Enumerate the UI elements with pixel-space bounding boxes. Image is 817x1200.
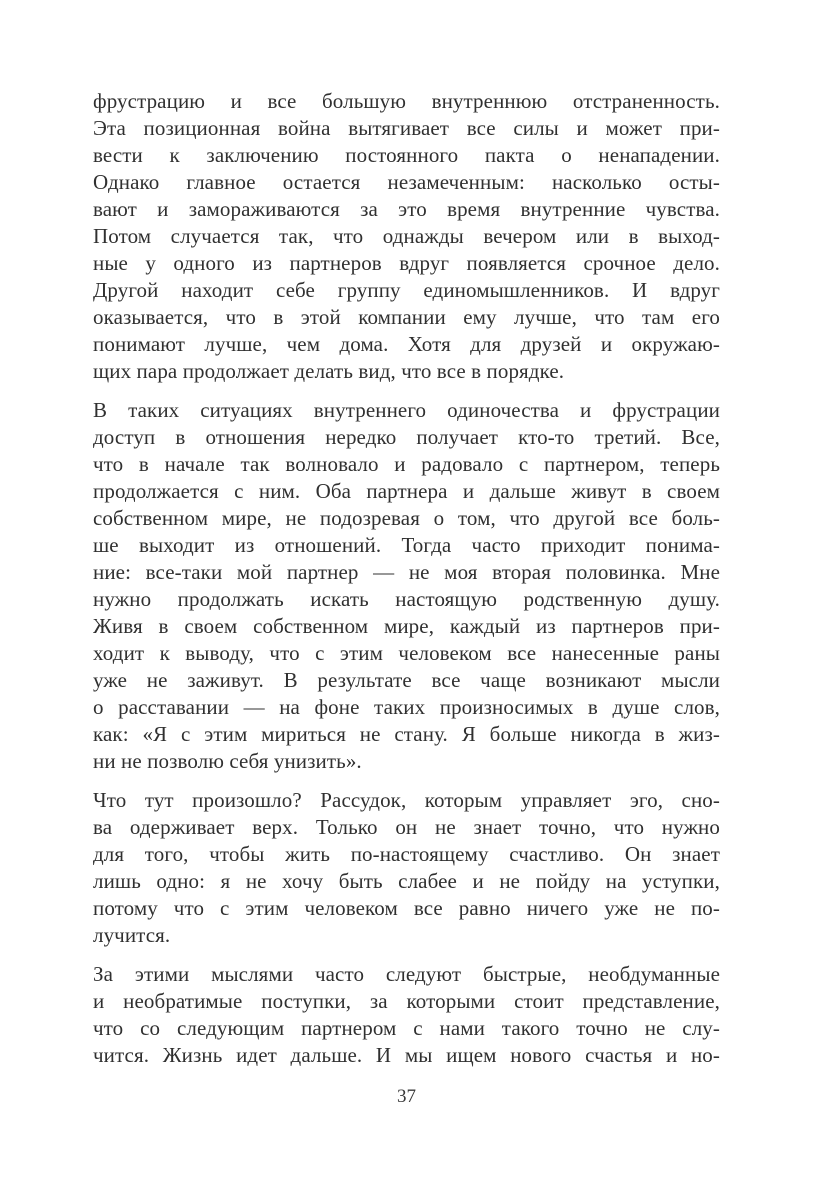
page-text — [93, 88, 720, 1081]
text-line: о расставании — на фоне таких произносимых в душе слов, — [93, 695, 720, 719]
text-line: Однако главное остается незамеченным: насколько осты- — [93, 170, 720, 194]
text-line: чится. Жизнь идет дальше. И мы ищем нового счастья и но- — [93, 1043, 720, 1067]
text-line: вают и замораживаются за это время внутренние чувства. — [93, 197, 720, 221]
paragraph — [93, 88, 720, 385]
text-line: Что тут произошло? Рассудок, которым управляет эго, сно- — [93, 788, 720, 812]
text-line: Живя в своем собственном мире, каждый из партнеров при- — [93, 614, 720, 638]
paragraph — [93, 787, 720, 949]
text-line: фрустрацию и все большую внутреннюю отстраненность. — [93, 89, 720, 113]
paragraph — [93, 961, 720, 1069]
text-line: вести к заключению постоянного пакта о ненападении. — [93, 143, 720, 167]
paragraph — [93, 397, 720, 775]
text-line: оказывается, что в этой компании ему лучше, что там его — [93, 305, 720, 329]
text-line: понимают лучше, чем дома. Хотя для друзей и окружаю- — [93, 332, 720, 356]
text-line: доступ в отношения нередко получает кто-то третий. Все, — [93, 425, 720, 449]
text-line: для того, чтобы жить по-настоящему счастливо. Он знает — [93, 842, 720, 866]
text-line: В таких ситуациях внутреннего одиночества и фрустрации — [93, 398, 720, 422]
text-line: и необратимые поступки, за которыми стоит представление, — [93, 989, 720, 1013]
text-line: ние: все-таки мой партнер — не моя вторая половинка. Мне — [93, 560, 720, 584]
text-line: потому что с этим человеком все равно ничего уже не по- — [93, 896, 720, 920]
text-line: лучится. — [93, 923, 171, 947]
text-line: ни не позволю себя унизить». — [93, 749, 362, 773]
text-line: что со следующим партнером с нами такого точно не слу- — [93, 1016, 720, 1040]
text-line: собственном мире, не подозревая о том, что другой все боль- — [93, 506, 720, 530]
text-line: уже не заживут. В результате все чаще возникают мысли — [93, 668, 720, 692]
text-line: Потом случается так, что однажды вечером или в выход- — [93, 224, 720, 248]
text-line: За этими мыслями часто следуют быстрые, необдуманные — [93, 962, 720, 986]
text-line: нужно продолжать искать настоящую родственную душу. — [93, 587, 720, 611]
text-line: лишь одно: я не хочу быть слабее и не пойду на уступки, — [93, 869, 720, 893]
text-line: как: «Я с этим мириться не стану. Я больше никогда в жиз- — [93, 722, 720, 746]
page-number: 37 — [397, 1086, 416, 1107]
text-line: ходит к выводу, что с этим человеком все нанесенные раны — [93, 641, 720, 665]
text-line: продолжается с ним. Оба партнера и дальше живут в своем — [93, 479, 720, 503]
text-line: ные у одного из партнеров вдруг появляется срочное дело. — [93, 251, 720, 275]
text-line: ва одерживает верх. Только он не знает точно, что нужно — [93, 815, 720, 839]
text-line: щих пара продолжает делать вид, что все в порядке. — [93, 359, 565, 383]
text-line: что в начале так волновало и радовало с партнером, теперь — [93, 452, 720, 476]
text-line: Эта позиционная война вытягивает все силы и может при- — [93, 116, 720, 140]
text-line: ше выходит из отношений. Тогда часто приходит понима- — [93, 533, 720, 557]
text-line: Другой находит себе группу единомышленников. И вдруг — [93, 278, 720, 302]
